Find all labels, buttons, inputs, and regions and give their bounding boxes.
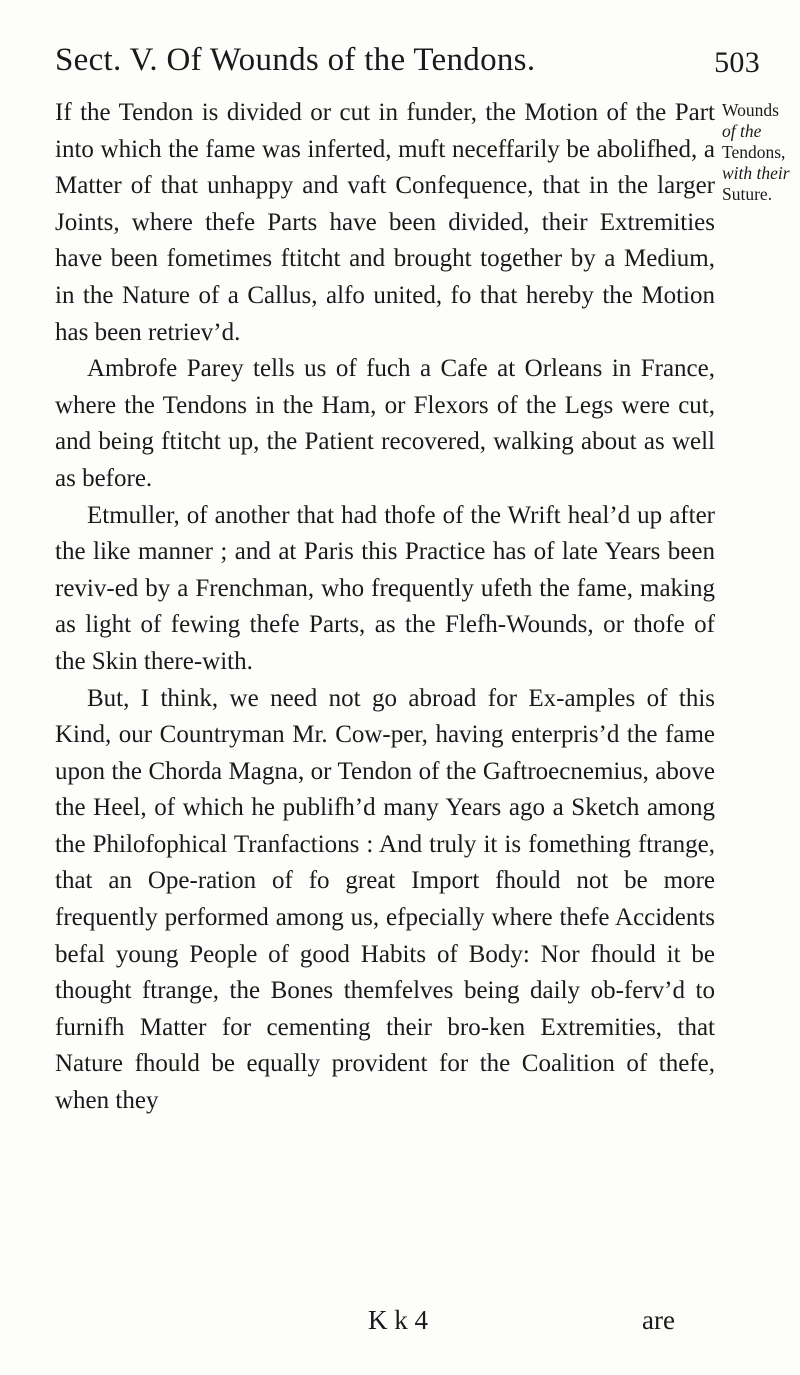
marginal-note: [722, 100, 800, 205]
marginal-note-line: of the: [722, 121, 762, 141]
page-footer: [0, 1305, 800, 1345]
marginal-note-line: with their: [722, 163, 790, 183]
marginal-note-line: Suture.: [722, 184, 773, 204]
paragraph-1: If the Tendon is divided or cut in funder, the Motion of the Part into which the fame was inferted, muft neceffarily be abolifhed, a Matter of that unhappy and vaft Confequence, that in the larger Joints, where thefe Parts have been divided, their Extremities have been fometimes ftitcht and brought together by a Medium, in the Nature of a Callus, alfo united, fo that hereby the Motion has been retriev’d.: [55, 99, 715, 346]
page-number: 503: [714, 46, 760, 79]
paragraph-2: Ambrofe Parey tells us of fuch a Cafe at Orleans in France, where the Tendons in the Ham, or Flexors of the Legs were cut, and being ftitcht up, the Patient recovered, walking about as well as before.: [55, 355, 715, 492]
paragraph-3: Etmuller, of another that had thofe of the Wrift heal’d up after the like manner ; and at Paris this Practice has of late Years been reviv-ed by a Frenchman, who frequently ufeth the fame, making as light of fewing thefe Parts, as the Flefh-Wounds, or thofe of the Skin there-with.: [55, 501, 715, 675]
marginal-note-line: Wounds: [722, 100, 779, 120]
paragraph-4: But, I think, we need not go abroad for Ex-amples of this Kind, our Countryman Mr. Cow-per, having enterpris’d the fame upon the Chorda Magna, or Tendon of the Gaftroecnemius, above the Heel, of which he publifh’d many Years ago a Sketch among the Philofophical Tranfactions : And truly it is fomething ftrange, that an Ope-ration of fo great Import fhould not be more frequently performed among us, efpecially where thefe Accidents befal young People of good Habits of Body: Nor fhould it be thought ftrange, the Bones themfelves being daily ob-ferv’d to furnifh Matter for cementing their bro-ken Extremities, that Nature fhould be equally provident for the Coalition of thefe, when they: [55, 684, 715, 1115]
marginal-note-line: Tendons,: [722, 142, 786, 162]
running-title: Sect. V. Of Wounds of the Tendons.: [55, 42, 536, 78]
signature-mark: K k 4: [368, 1305, 428, 1335]
page-header: [55, 42, 760, 92]
body-text: [55, 95, 715, 1120]
catchword: are: [642, 1305, 675, 1335]
